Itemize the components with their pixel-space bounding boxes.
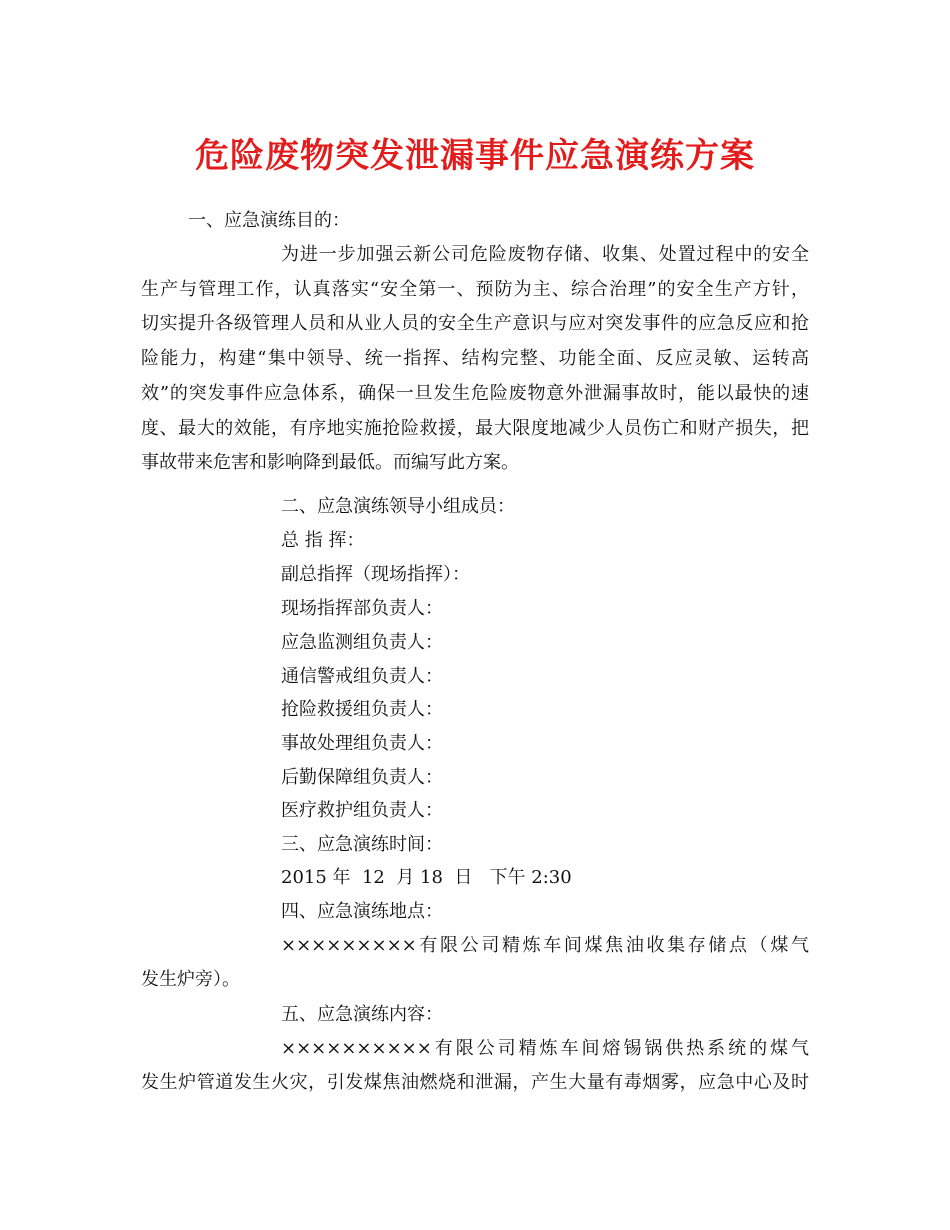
- drill-time: 2015 年 12 月 18 日 下午 2:30: [281, 867, 572, 888]
- paragraph-line: 效”的突发事件应急体系，确保一旦发生危险废物意外泄漏事故时，能以最快的速: [141, 383, 809, 404]
- document-title: 危险废物突发泄漏事件应急演练方案: [195, 136, 755, 176]
- paragraph-line: 险能力，构建“集中领导、统一指挥、结构完整、功能全面、反应灵敏、运转高: [141, 348, 809, 369]
- section5-heading: 五、应急演练内容：: [281, 1004, 443, 1025]
- section4-heading: 四、应急演练地点：: [281, 901, 443, 922]
- role-label: 后勤保障组负责人：: [281, 767, 443, 788]
- paragraph-line: 为进一步加强云新公司危险废物存储、收集、处置过程中的安全: [281, 244, 809, 265]
- paragraph-line: 切实提升各级管理人员和从业人员的安全生产意识与应对突发事件的应急反应和抢: [141, 313, 809, 334]
- paragraph-line: 生产与管理工作，认真落实“安全第一、预防为主、综合治理”的安全生产方针，: [141, 279, 809, 300]
- role-label: 通信警戒组负责人：: [281, 666, 443, 687]
- paragraph-line: 发生炉管道发生火灾，引发煤焦油燃烧和泄漏，产生大量有毒烟雾，应急中心及时: [141, 1072, 809, 1093]
- role-label: 副总指挥（现场指挥）：: [281, 564, 470, 585]
- paragraph-line: ×××××××××有限公司精炼车间煤焦油收集存储点（煤气: [281, 935, 809, 956]
- section2-heading: 二、应急演练领导小组成员：: [281, 496, 515, 517]
- section3-heading: 三、应急演练时间：: [281, 834, 443, 855]
- section1-heading: 一、应急演练目的：: [188, 210, 350, 231]
- paragraph-line: 事故带来危害和影响降到最低。而编写此方案。: [141, 452, 519, 473]
- role-label: 事故处理组负责人：: [281, 733, 443, 754]
- role-label: 医疗救护组负责人：: [281, 800, 443, 821]
- paragraph-line: 度、最大的效能，有序地实施抢险救援，最大限度地减少人员伤亡和财产损失，把: [141, 418, 809, 439]
- paragraph-line: 发生炉旁）。: [141, 969, 240, 990]
- role-label: 应急监测组负责人：: [281, 632, 443, 653]
- paragraph-line: ××××××××××有限公司精炼车间熔锡锅供热系统的煤气: [281, 1038, 809, 1059]
- role-label: 现场指挥部负责人：: [281, 598, 443, 619]
- role-label: 抢险救援组负责人：: [281, 699, 443, 720]
- role-label: 总 指 挥：: [281, 530, 365, 551]
